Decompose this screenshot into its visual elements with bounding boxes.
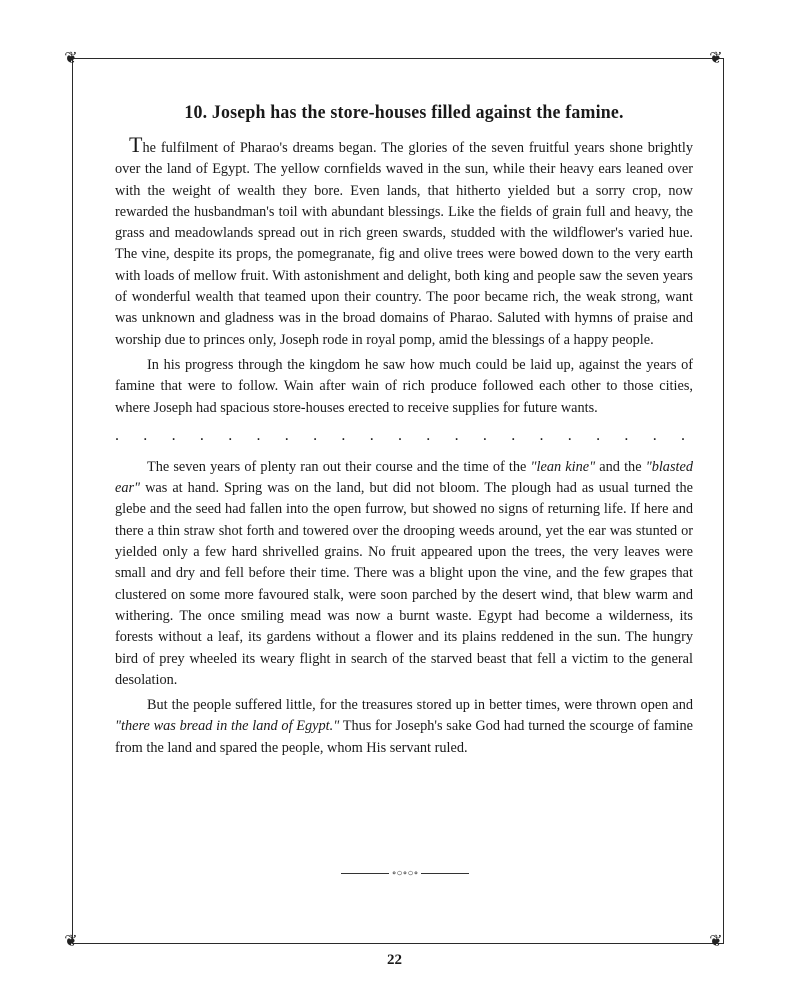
corner-flourish-icon: ❦ bbox=[709, 933, 723, 950]
paragraph-4 bbox=[115, 695, 693, 759]
corner-flourish-icon: ❦ bbox=[64, 50, 78, 67]
paragraph-1-text: he fulfilment of Pharao's dreams began. The glories of the seven fruitful years shone brightly over the land of Egypt. The yellow cornfields waved in the sun, while their heavy ears leaned over with the weight of wealth they bore. Even lands, that hitherto yielded but a sorry crop, now rewarded the husbandman's toil with abundant blessings. Like the fields of grain full and heavy, the grass and meadowlands spread out in rich green swards, studded with the wildflower's varied hue. The vine, despite its props, the pomegranate, fig and olive trees were bowed down to the very earth with loads of mellow fruit. With astonishment and delight, both king and people saw the seven years of wonderful wealth that teamed upon their country. The poor became rich, the weak strong, want was unknown and gladness was in the broad domains of Pharao. Saluted with hymns of praise and worship due to princes only, Joseph rode in royal pomp, amid the blessings of a happy people. bbox=[115, 140, 693, 348]
corner-flourish-icon: ❦ bbox=[709, 50, 723, 67]
page-title: 10. Joseph has the store-houses filled against the famine. bbox=[184, 102, 624, 123]
quote-bread-in-egypt: "there was bread in the land of Egypt." bbox=[115, 718, 340, 735]
paragraph-4-text-a: But the people suffered little, for the treasures stored up in better times, were thrown open and bbox=[147, 697, 693, 714]
page-number: 22 bbox=[387, 952, 402, 968]
drop-cap: T bbox=[129, 132, 143, 157]
paragraph-3-text-a: The seven years of plenty ran out their course and the time of the bbox=[147, 458, 531, 475]
paragraph-2: In his progress through the kingdom he saw how much could be laid up, against the years of famine that were to follow. Wain after wain of rich produce followed each other to those cities, where Joseph had spacious store-houses erected to receive supplies for future wants. bbox=[115, 356, 693, 416]
quote-blasted-ear: "blasted ear" bbox=[115, 458, 693, 497]
paragraph-4-text-b: Thus for Joseph's sake God had turned the scourge of famine from the land and spared the people, whom His servant ruled. bbox=[115, 718, 693, 756]
page-content bbox=[115, 102, 693, 759]
corner-flourish-icon: ❦ bbox=[64, 933, 78, 950]
dotted-separator: . . . . . . . . . . . . . . . . . . . . . bbox=[115, 426, 685, 444]
paragraph-3-text-c: was at hand. Spring was on the land, but did not bloom. The plough had as usual turned the glebe and the seed had fallen into the open furrow, but showed no signs of returning life. If here and there a thin straw shot forth and towered over the drooping weeds around, yet the ear was stunted or yielded only a few hard shrivelled grains. No fruit appeared upon the trees, the very leaves were small and dry and fell before their time. There was a blight upon the vine, and the few grapes that clustered on some more favoured stalk, were soon parched by the desert wind, that blew warm and withering. The once smiling mead was now a burnt waste. Egypt had become a wilderness, its forests without a leaf, its gardens without a flower and its plains reddened in the sun. The hungry bird of prey wheeled its weary flight in search of the starved beast that fell a victim to the general desolation. bbox=[115, 480, 693, 688]
paragraph-3 bbox=[115, 457, 693, 691]
paragraph-3-text-b: and the bbox=[595, 458, 646, 475]
paragraph-1 bbox=[115, 132, 693, 351]
quote-lean-kine: "lean kine" bbox=[530, 458, 596, 475]
divider-ornament-icon: ∘○∘○∘ bbox=[335, 868, 475, 879]
